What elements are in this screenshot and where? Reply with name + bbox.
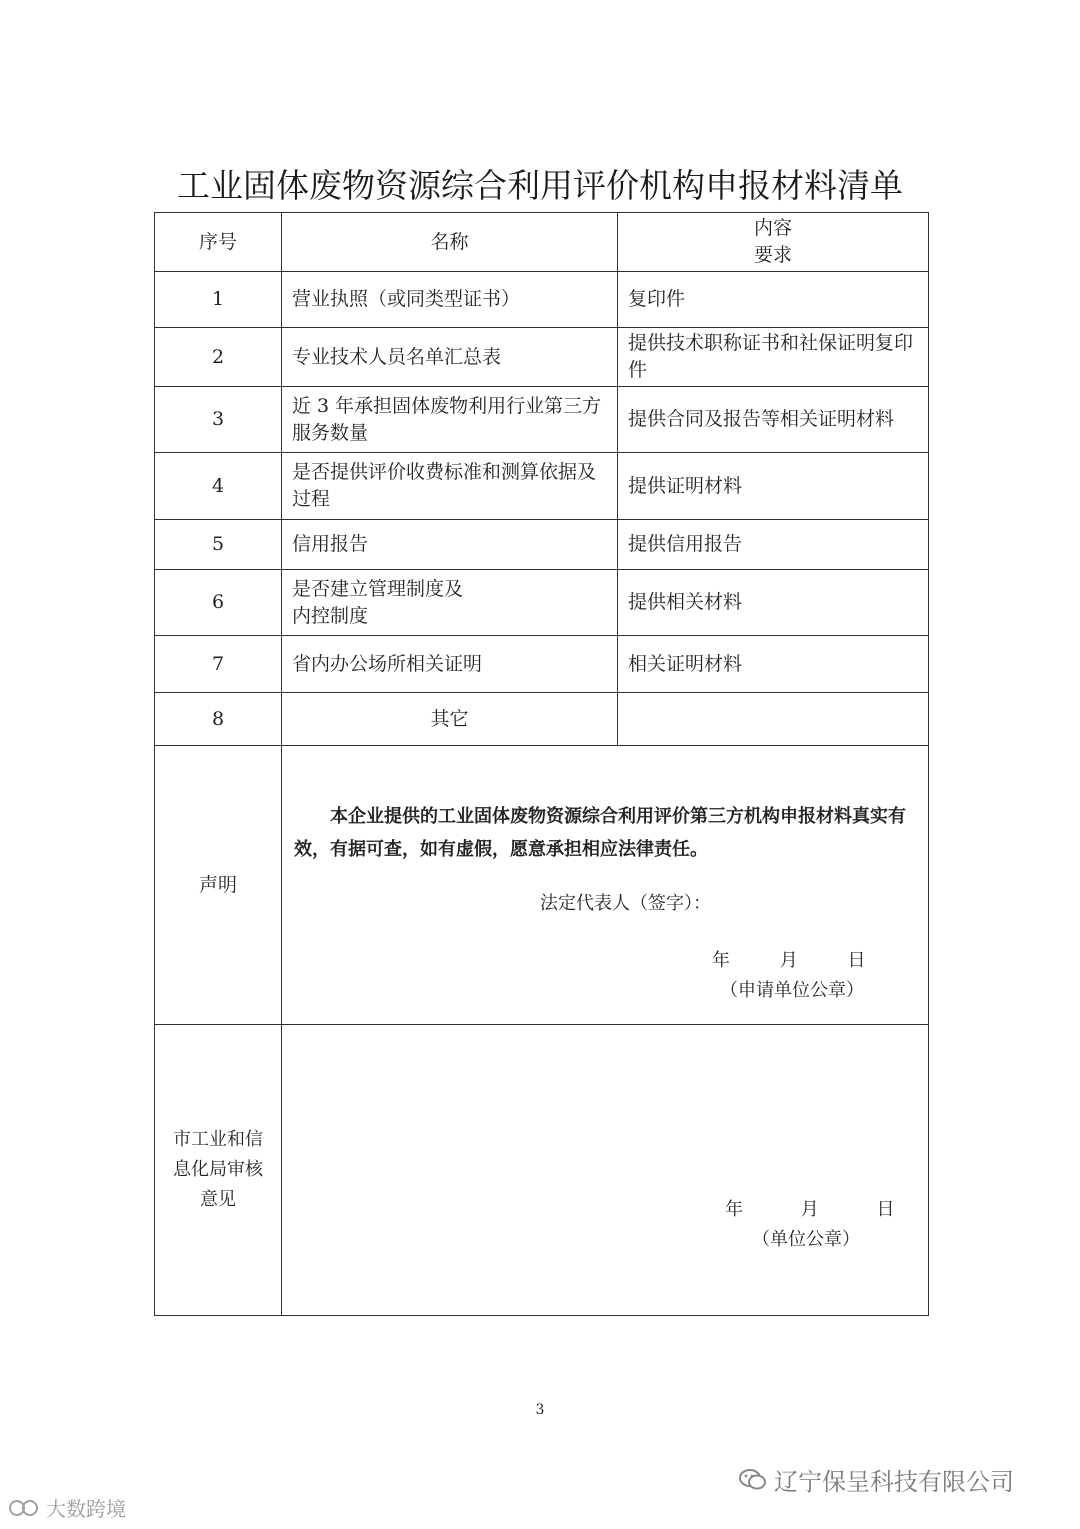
review-seal: （单位公章） (752, 1229, 860, 1250)
date-month: 月 (800, 1199, 819, 1220)
watermark-left (8, 1493, 126, 1522)
materials-table (154, 212, 929, 1316)
row-req: 提供信用报告 (628, 533, 743, 555)
row-num: 6 (211, 591, 225, 613)
date-month: 月 (779, 950, 798, 971)
row-name: 营业执照（或同类型证书） (292, 288, 521, 310)
table-row (155, 520, 929, 570)
row-num: 5 (211, 533, 225, 555)
table-row (155, 387, 929, 453)
watermark-right (738, 1462, 1014, 1497)
review-label-line2: 息化局审核 (173, 1159, 263, 1180)
header-req-line1: 内容 (753, 217, 792, 239)
header-req-line2: 要求 (753, 244, 792, 266)
table-row (155, 636, 929, 693)
header-num (155, 213, 282, 272)
row-name-line1: 是否建立管理制度及 (292, 577, 464, 600)
row-req: 提供合同及报告等相关证明材料 (628, 408, 895, 430)
table-row (155, 272, 929, 328)
date-year: 年 (725, 1199, 743, 1220)
header-name (282, 213, 618, 272)
header-req (618, 213, 929, 272)
page-number: 3 (535, 1402, 545, 1418)
review-label-line1: 市工业和信 (173, 1129, 263, 1150)
row-req: 提供相关材料 (628, 591, 743, 613)
review-label-line3: 意见 (200, 1189, 236, 1210)
row-num: 8 (211, 707, 225, 730)
date-day: 日 (847, 950, 866, 971)
signature-label: 法定代表人（签字）： (540, 893, 711, 914)
table-row (155, 328, 929, 387)
watermark-right-text: 辽宁保呈科技有限公司 (774, 1468, 1014, 1496)
table-row (155, 693, 929, 746)
row-name: 近 3 年承担固体废物利用行业第三方服务数量 (292, 394, 602, 444)
declaration-text: 本企业提供的工业固体废物资源综合利用评价第三方机构申报材料真实有效，有据可查，如有虚假，愿意承担相应法律责任。 (294, 806, 906, 860)
table-header-row (155, 213, 929, 272)
row-num: 1 (211, 288, 225, 310)
row-name: 其它 (430, 707, 469, 730)
row-num: 2 (211, 345, 225, 368)
row-num: 4 (211, 474, 225, 497)
row-name: 省内办公场所相关证明 (292, 652, 483, 675)
date-day: 日 (876, 1199, 895, 1220)
review-date (725, 1195, 894, 1221)
table-row (155, 570, 929, 636)
row-name: 专业技术人员名单汇总表 (292, 345, 502, 368)
row-num: 7 (211, 652, 225, 675)
row-req: 提供证明材料 (628, 474, 743, 497)
row-name: 信用报告 (292, 533, 369, 555)
row-req: 相关证明材料 (628, 652, 743, 675)
header-name-text: 名称 (430, 230, 469, 253)
review-row (155, 1025, 929, 1316)
link-icon (8, 1498, 42, 1518)
header-num-text: 序号 (198, 230, 237, 253)
date-year: 年 (712, 950, 730, 971)
row-name-line2: 内控制度 (292, 604, 369, 627)
declaration-label: 声明 (198, 873, 237, 896)
page-title: 工业固体废物资源综合利用评价机构申报材料清单 (177, 166, 903, 205)
row-num: 3 (211, 408, 225, 430)
row-req (618, 717, 928, 721)
table-row (155, 453, 929, 520)
row-name: 是否提供评价收费标准和测算依据及过程 (292, 461, 597, 510)
wechat-icon (738, 1467, 768, 1493)
row-req: 复印件 (628, 288, 686, 310)
declaration-date (712, 946, 865, 972)
watermark-left-text: 大数跨境 (46, 1497, 126, 1521)
row-req: 提供技术职称证书和社保证明复印件 (628, 332, 914, 381)
declaration-seal: （申请单位公章） (720, 980, 864, 1001)
declaration-row (155, 746, 929, 1025)
